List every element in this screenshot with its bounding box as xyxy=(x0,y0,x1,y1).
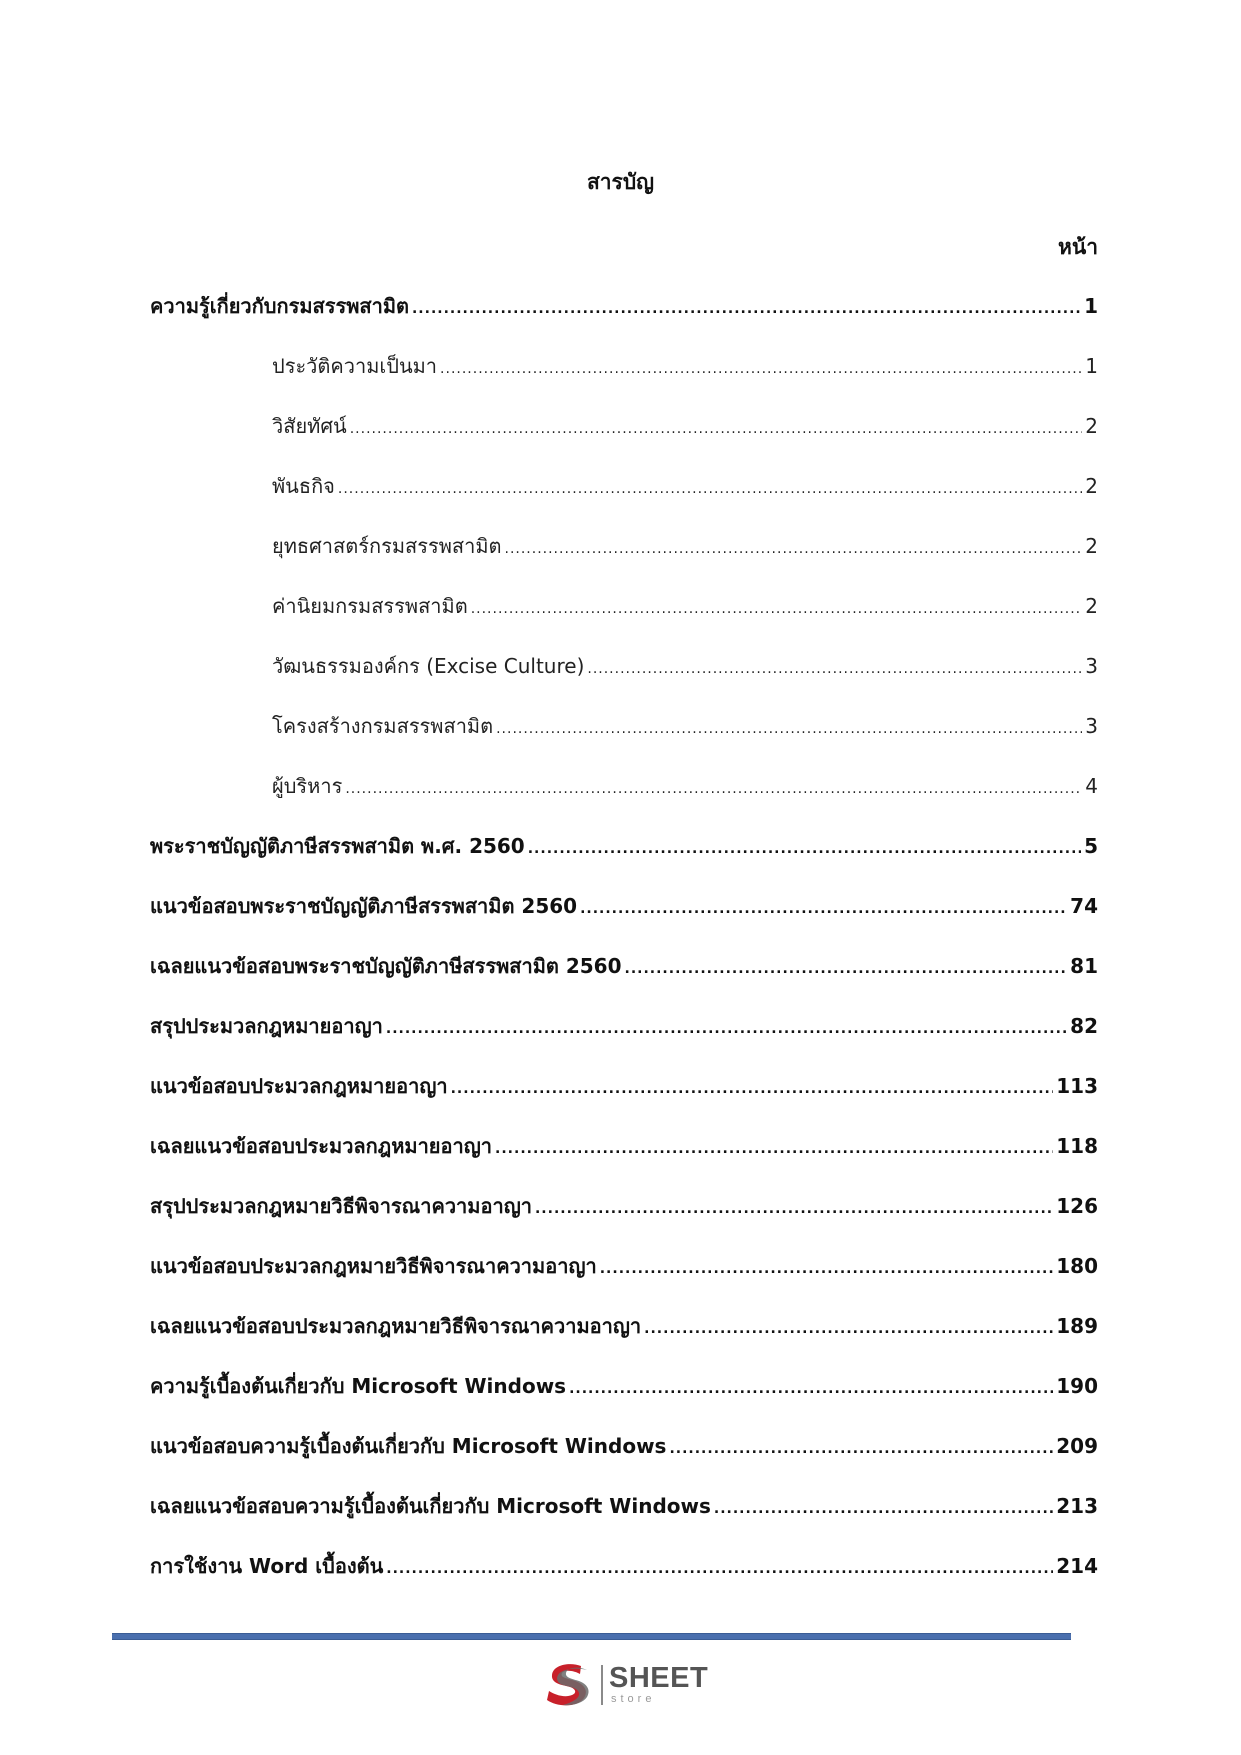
toc-entry-title: แนวข้อสอบพระราชบัญญัติภาษีสรรพสามิต 2560 xyxy=(150,894,578,918)
toc-entry-page: 214 xyxy=(1056,1554,1098,1578)
toc-entry[interactable] xyxy=(150,1133,1098,1162)
toc-entry-title: เฉลยแนวข้อสอบความรู้เบื้องต้นเกี่ยวกับ Microsoft Windows xyxy=(150,1494,711,1518)
page-column-label: หน้า xyxy=(1058,235,1098,259)
toc-leader-dots xyxy=(451,1076,1054,1102)
toc-entry-title: แนวข้อสอบประมวลกฎหมายวิธีพิจารณาความอาญา xyxy=(150,1254,597,1278)
toc-entry-title: ประวัติความเป็นมา xyxy=(272,354,438,378)
toc-leader-dots xyxy=(495,1136,1053,1162)
page-title: สารบัญ xyxy=(586,170,655,194)
toc-leader-dots xyxy=(714,1496,1053,1522)
toc-entry-page: 2 xyxy=(1085,534,1098,558)
toc-entry[interactable] xyxy=(150,1313,1098,1342)
toc-entry-title: วัฒนธรรมองค์กร (Excise Culture) xyxy=(272,654,585,678)
toc-entry-title: วิสัยทัศน์ xyxy=(272,414,347,438)
toc-entry-page: 5 xyxy=(1084,834,1098,858)
toc-entry-page: 213 xyxy=(1056,1494,1098,1518)
toc-leader-dots xyxy=(440,356,1082,382)
toc-entry-title: เฉลยแนวข้อสอบประมวลกฎหมายอาญา xyxy=(150,1134,493,1158)
toc-entry-title: แนวข้อสอบประมวลกฎหมายอาญา xyxy=(150,1074,448,1098)
toc-entry-title: โครงสร้างกรมสรรพสามิต xyxy=(272,714,494,738)
toc-entry-title: แนวข้อสอบความรู้เบื้องต้นเกี่ยวกับ Microsoft Windows xyxy=(150,1434,667,1458)
toc-entry[interactable] xyxy=(150,893,1098,922)
toc-entry-title: ค่านิยมกรมสรรพสามิต xyxy=(272,594,468,618)
toc-leader-dots xyxy=(644,1316,1053,1342)
toc-leader-dots xyxy=(496,716,1082,742)
toc-entry-title: พันธกิจ xyxy=(272,474,335,498)
toc-entry-page: 190 xyxy=(1056,1374,1098,1398)
toc-entry-page: 1 xyxy=(1084,294,1098,318)
toc-leader-dots xyxy=(412,296,1081,322)
toc-entry-page: 189 xyxy=(1056,1314,1098,1338)
toc-entry-page: 2 xyxy=(1085,474,1098,498)
logo-divider xyxy=(601,1665,603,1705)
toc-entry-page: 82 xyxy=(1070,1014,1098,1038)
toc-entry-page: 81 xyxy=(1070,954,1098,978)
toc-entry-title: สรุปประมวลกฎหมายอาญา xyxy=(150,1014,383,1038)
toc-entry[interactable] xyxy=(150,1253,1098,1282)
toc-entry-page: 1 xyxy=(1085,354,1098,378)
toc-entry[interactable] xyxy=(150,1553,1098,1582)
toc-entry[interactable] xyxy=(150,1493,1098,1522)
toc-entry-page: 3 xyxy=(1085,654,1098,678)
toc-leader-dots xyxy=(587,656,1082,682)
toc-entry-page: 209 xyxy=(1056,1434,1098,1458)
toc-entry[interactable] xyxy=(150,1073,1098,1102)
toc-entry-title: ความรู้เบื้องต้นเกี่ยวกับ Microsoft Windows xyxy=(150,1374,567,1398)
toc-entry[interactable] xyxy=(272,593,1098,622)
toc-entry-page: 2 xyxy=(1085,594,1098,618)
logo-wordmark: SHEET xyxy=(609,1662,709,1694)
sheet-store-s-icon xyxy=(543,1660,595,1710)
toc-leader-dots xyxy=(528,836,1081,862)
toc-leader-dots xyxy=(600,1256,1054,1282)
toc-entry-title: ยุทธศาสตร์กรมสรรพสามิต xyxy=(272,534,502,558)
toc-entry-title: เฉลยแนวข้อสอบพระราชบัญญัติภาษีสรรพสามิต 2560 xyxy=(150,954,622,978)
toc-leader-dots xyxy=(569,1376,1053,1402)
toc-entry[interactable] xyxy=(272,473,1098,502)
logo-subtitle: store xyxy=(611,1693,656,1705)
toc-entry[interactable] xyxy=(150,1433,1098,1462)
toc-entry[interactable] xyxy=(150,833,1098,862)
toc-entry-page: 4 xyxy=(1085,774,1098,798)
toc-entry-page: 180 xyxy=(1056,1254,1098,1278)
toc-leader-dots xyxy=(669,1436,1053,1462)
toc-entry[interactable] xyxy=(272,533,1098,562)
toc-entry-title: ผู้บริหาร xyxy=(272,774,343,798)
toc-leader-dots xyxy=(505,536,1083,562)
toc-entry[interactable] xyxy=(150,1373,1098,1402)
toc-entry-page: 118 xyxy=(1056,1134,1098,1158)
toc-entry[interactable] xyxy=(272,353,1098,382)
toc-leader-dots xyxy=(535,1196,1053,1222)
toc-entry-page: 2 xyxy=(1085,414,1098,438)
toc-entry[interactable] xyxy=(272,713,1098,742)
sheet-store-logo xyxy=(543,1660,723,1710)
toc-entry-page: 3 xyxy=(1085,714,1098,738)
toc-entry[interactable] xyxy=(272,413,1098,442)
toc-leader-dots xyxy=(386,1556,1053,1582)
toc-entry-title: พระราชบัญญัติภาษีสรรพสามิต พ.ศ. 2560 xyxy=(150,834,525,858)
toc-entry-title: การใช้งาน Word เบื้องต้น xyxy=(150,1554,384,1578)
toc-leader-dots xyxy=(580,896,1067,922)
toc-entry-title: ความรู้เกี่ยวกับกรมสรรพสามิต xyxy=(150,294,409,318)
toc-entry[interactable] xyxy=(272,653,1098,682)
toc-entry[interactable] xyxy=(150,953,1098,982)
toc-entry[interactable] xyxy=(150,293,1098,322)
toc-entry[interactable] xyxy=(272,773,1098,802)
toc-entry-page: 126 xyxy=(1056,1194,1098,1218)
toc-entry-page: 113 xyxy=(1056,1074,1098,1098)
toc-entry-title: เฉลยแนวข้อสอบประมวลกฎหมายวิธีพิจารณาความอาญา xyxy=(150,1314,642,1338)
footer-divider xyxy=(112,1633,1071,1640)
toc-leader-dots xyxy=(338,476,1082,502)
toc-entry-page: 74 xyxy=(1070,894,1098,918)
toc-leader-dots xyxy=(350,416,1083,442)
toc-entry-title: สรุปประมวลกฎหมายวิธีพิจารณาความอาญา xyxy=(150,1194,532,1218)
toc-entry[interactable] xyxy=(150,1193,1098,1222)
toc-entry[interactable] xyxy=(150,1013,1098,1042)
toc-leader-dots xyxy=(386,1016,1067,1042)
toc-leader-dots xyxy=(625,956,1068,982)
toc-leader-dots xyxy=(471,596,1083,622)
toc-leader-dots xyxy=(345,776,1082,802)
